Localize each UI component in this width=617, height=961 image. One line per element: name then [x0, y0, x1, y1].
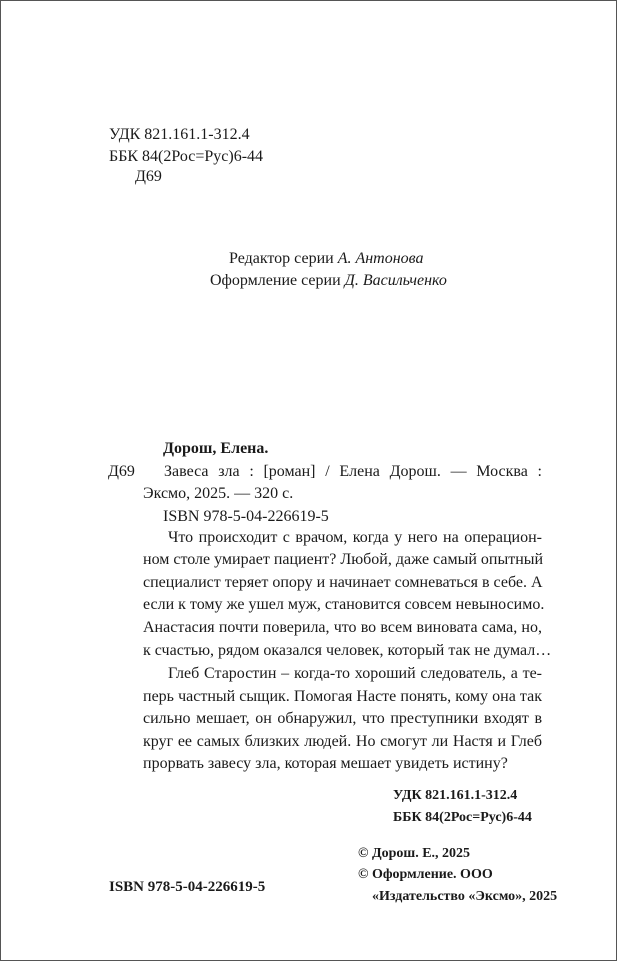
editor-label: Редактор серии — [229, 250, 334, 267]
bbk-code: ББК 84(2Рос=Рус)6-44 — [109, 148, 264, 165]
annotation-line: Глеб Старостин – когда-то хороший следователь, а те- — [168, 665, 542, 682]
bottom-isbn: ISBN 978-5-04-226619-5 — [109, 879, 266, 895]
annotation-line: ном столе умирает пациент? Любой, даже самый опытный — [143, 551, 544, 568]
record-title-line: Завеса зла : [роман] / Елена Дорош. — Москва : — [164, 463, 542, 480]
bottom-udk: УДК 821.161.1-312.4 — [393, 788, 518, 803]
annotation-line: специалист теряет опору и начинает сомневаться в себе. А — [143, 574, 543, 591]
design-label: Оформление серии — [210, 272, 341, 289]
copyright-publisher: «Издательство «Эксмо», 2025 — [372, 889, 558, 904]
annotation-line: перь частный сыщик. Помогая Насте понять, кому она так — [143, 688, 542, 705]
annotation-line: Анастасия почти поверила, что во всем виновата сама, но, — [143, 619, 542, 636]
record-mark: Д69 — [108, 463, 135, 480]
design-name: Д. Васильченко — [344, 272, 447, 289]
annotation-line: Что происходит с врачом, когда у него на операцион- — [168, 529, 542, 546]
annotation-line: прорвать завесу зла, которая мешает увидеть истину? — [143, 755, 508, 772]
editor-name: А. Антонова — [337, 250, 424, 267]
series-editor — [229, 249, 424, 269]
copyright-design: © Оформление. ООО — [358, 867, 493, 882]
annotation-line: круг ее самых близких людей. Но смогут ли Настя и Глеб — [143, 733, 542, 750]
author-mark: Д69 — [135, 168, 162, 185]
annotation-line: сильно мешает, он обнаружил, что преступники входят в — [143, 710, 542, 727]
annotation-line: если к тому же ушел муж, становится совсем невыносимо. — [143, 596, 545, 613]
record-isbn: ISBN 978-5-04-226619-5 — [163, 508, 329, 525]
annotation-line: к счастью, рядом оказался человек, который так не думал… — [143, 642, 552, 659]
series-design — [210, 271, 447, 291]
bottom-bbk: ББК 84(2Рос=Рус)6-44 — [393, 810, 532, 825]
copyright-author: © Дорош. Е., 2025 — [358, 846, 471, 861]
record-title-line: Эксмо, 2025. — 320 с. — [143, 485, 294, 502]
record-author: Дорош, Елена. — [163, 440, 269, 457]
udk-code: УДК 821.161.1-312.4 — [109, 126, 250, 143]
